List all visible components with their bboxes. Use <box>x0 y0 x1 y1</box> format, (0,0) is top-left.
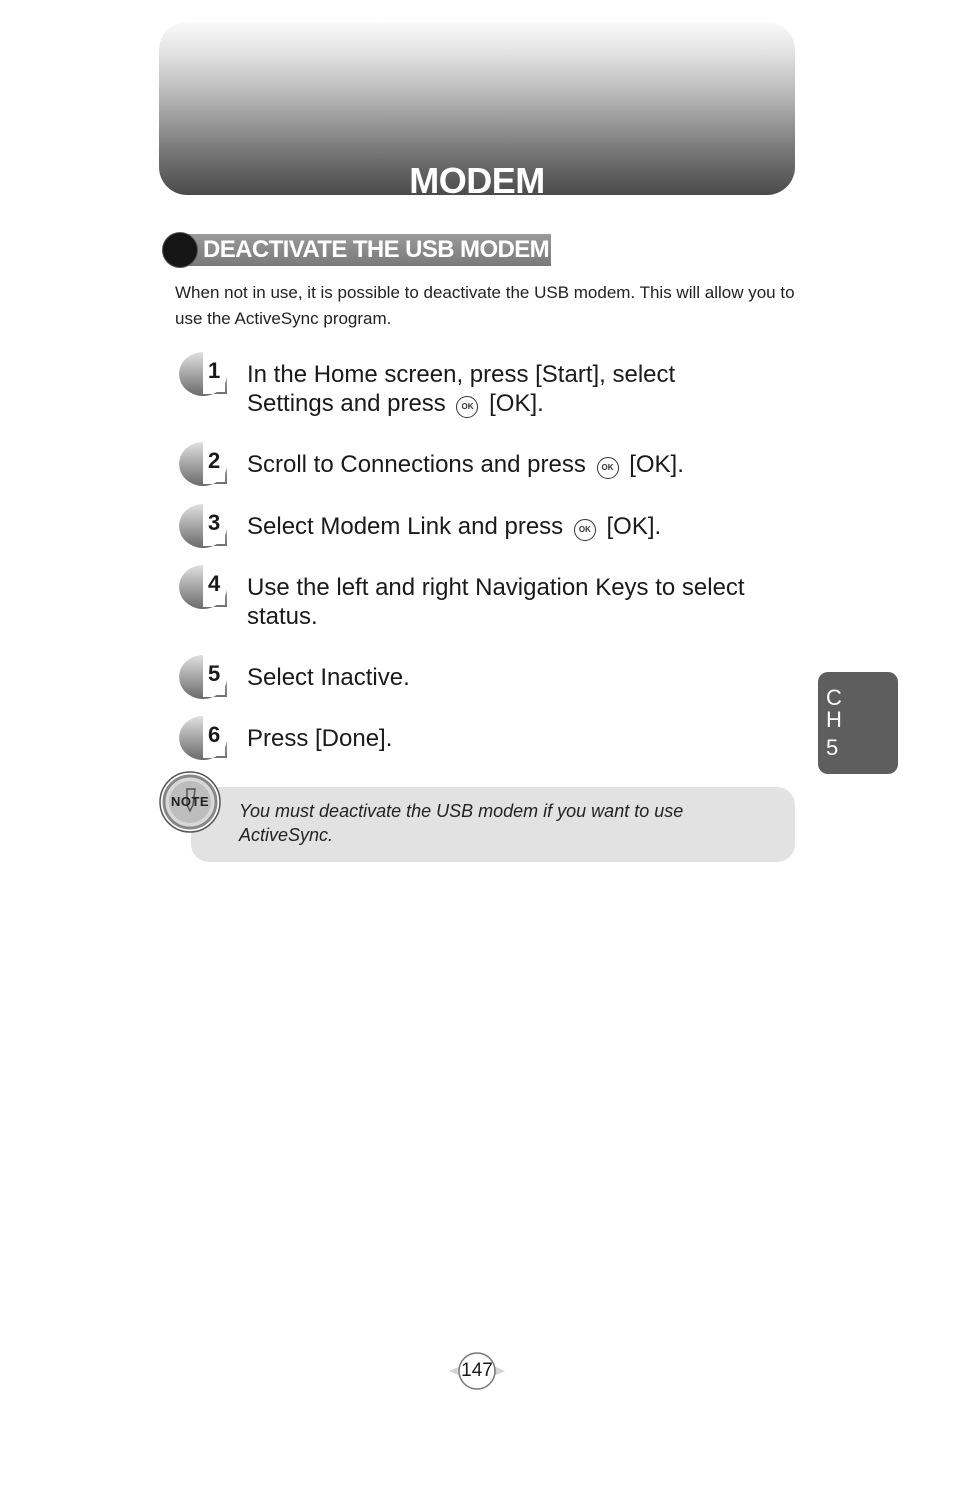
step-number: 6 <box>208 722 221 747</box>
step-text-suffix: [OK]. <box>606 513 662 540</box>
step-badge-icon <box>175 563 231 609</box>
step-number: 5 <box>208 661 221 686</box>
ok-key-icon: OK <box>574 519 596 541</box>
step-text <box>247 450 795 479</box>
note-icon <box>159 771 221 833</box>
step-badge-icon <box>175 350 231 396</box>
step-number: 2 <box>208 448 221 473</box>
step-number: 1 <box>208 358 221 383</box>
step-text-line1: In the Home screen, press [Start], select <box>247 361 676 388</box>
note-text: You must deactivate the USB modem if you want to use ActiveSync. <box>239 801 684 845</box>
section-heading-label: DEACTIVATE THE USB MODEM <box>203 236 550 263</box>
step-text <box>247 512 795 541</box>
step-text: Press [Done]. <box>247 725 393 752</box>
page-number-badge <box>447 1350 507 1392</box>
ok-key-icon: OK <box>456 396 478 418</box>
step-badge-icon <box>175 653 231 699</box>
step-text <box>247 360 795 418</box>
step-number: 3 <box>208 510 221 535</box>
ok-key-icon: OK <box>597 457 619 479</box>
bullet-dot-icon <box>162 232 198 268</box>
chapter-tab <box>818 672 898 774</box>
chapter-tab-letter: 5 <box>826 735 839 760</box>
note-label: NOTE <box>170 794 210 809</box>
chapter-tab-letter: H <box>826 707 842 732</box>
step-badge-icon <box>175 502 231 548</box>
intro-paragraph: When not in use, it is possible to deactivate the USB modem. This will allow you to use the ActiveSync program. <box>175 283 795 328</box>
step-text-main: Scroll to Connections and press <box>247 451 586 478</box>
step-text-main: Select Modem Link and press <box>247 513 564 540</box>
chapter-tab-letter: C <box>826 685 842 710</box>
page-title: MODEM <box>409 160 545 201</box>
section-heading <box>162 232 552 268</box>
step-text-line2: Settings and press <box>247 390 446 417</box>
step-badge-icon <box>175 714 231 760</box>
step-number: 4 <box>208 571 221 596</box>
note-box <box>191 787 795 862</box>
step-text: Use the left and right Navigation Keys to select status. <box>247 574 745 630</box>
step-text-line2-suffix: [OK]. <box>489 390 544 417</box>
chapter-header-banner <box>159 22 795 201</box>
step-badge-icon <box>175 440 231 486</box>
page-number: 147 <box>461 1360 493 1381</box>
step-text-suffix: [OK]. <box>629 451 684 478</box>
step-text: Select Inactive. <box>247 664 410 691</box>
